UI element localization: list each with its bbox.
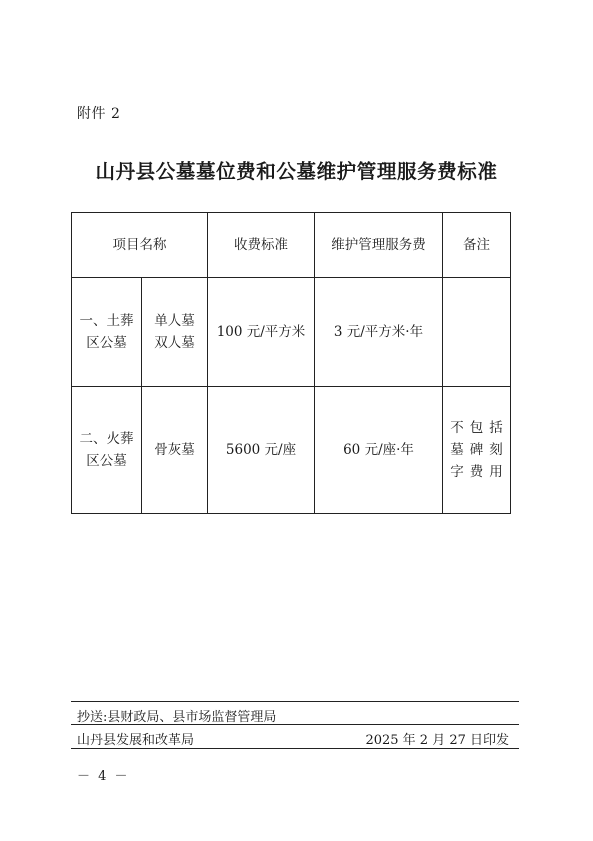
row-types <box>142 387 208 514</box>
row-remarks <box>443 278 511 387</box>
footer-rule-bottom <box>71 748 519 749</box>
row-maintenance-fee: 3 元/平方米·年 <box>315 278 443 387</box>
header-fee-standard: 收费标准 <box>208 213 315 278</box>
row-remarks <box>443 387 511 514</box>
row-types <box>142 278 208 387</box>
fee-standard-table <box>71 212 511 514</box>
header-maintenance-fee: 维护管理服务费 <box>315 213 443 278</box>
type-line: 单人墓 <box>154 313 195 329</box>
footer-rule-middle <box>71 724 519 725</box>
issue-date: 2025 年 2 月 27 日印发 <box>365 733 509 748</box>
issuing-office: 山丹县发展和改革局 <box>77 733 195 748</box>
remark-line: 字费用 <box>450 464 509 480</box>
row-category <box>72 387 142 514</box>
category-line: 区公墓 <box>86 453 127 469</box>
remark-line: 墓碑刻 <box>450 442 509 458</box>
table-row <box>72 278 511 387</box>
cc-recipients: 抄送:县财政局、县市场监督管理局 <box>77 710 277 725</box>
table-row <box>72 387 511 514</box>
type-line: 双人墓 <box>154 335 195 351</box>
row-fee-standard: 5600 元/座 <box>208 387 315 514</box>
row-maintenance-fee: 60 元/座·年 <box>315 387 443 514</box>
row-category <box>72 278 142 387</box>
row-fee-standard: 100 元/平方米 <box>208 278 315 387</box>
category-line: 一、土葬 <box>79 313 134 329</box>
table-header-row <box>72 213 511 278</box>
header-remarks: 备注 <box>443 213 511 278</box>
category-line: 区公墓 <box>86 335 127 351</box>
category-line: 二、火葬 <box>79 431 134 447</box>
document-title: 山丹县公墓墓位费和公墓维护管理服务费标准 <box>95 160 498 183</box>
attachment-label: 附件 2 <box>77 106 121 122</box>
header-item-name: 项目名称 <box>72 213 208 278</box>
remark-line: 不包括 <box>450 420 509 436</box>
type-line: 骨灰墓 <box>154 442 195 458</box>
footer-rule-top <box>71 701 519 702</box>
page-number: － 4 － <box>77 769 130 784</box>
